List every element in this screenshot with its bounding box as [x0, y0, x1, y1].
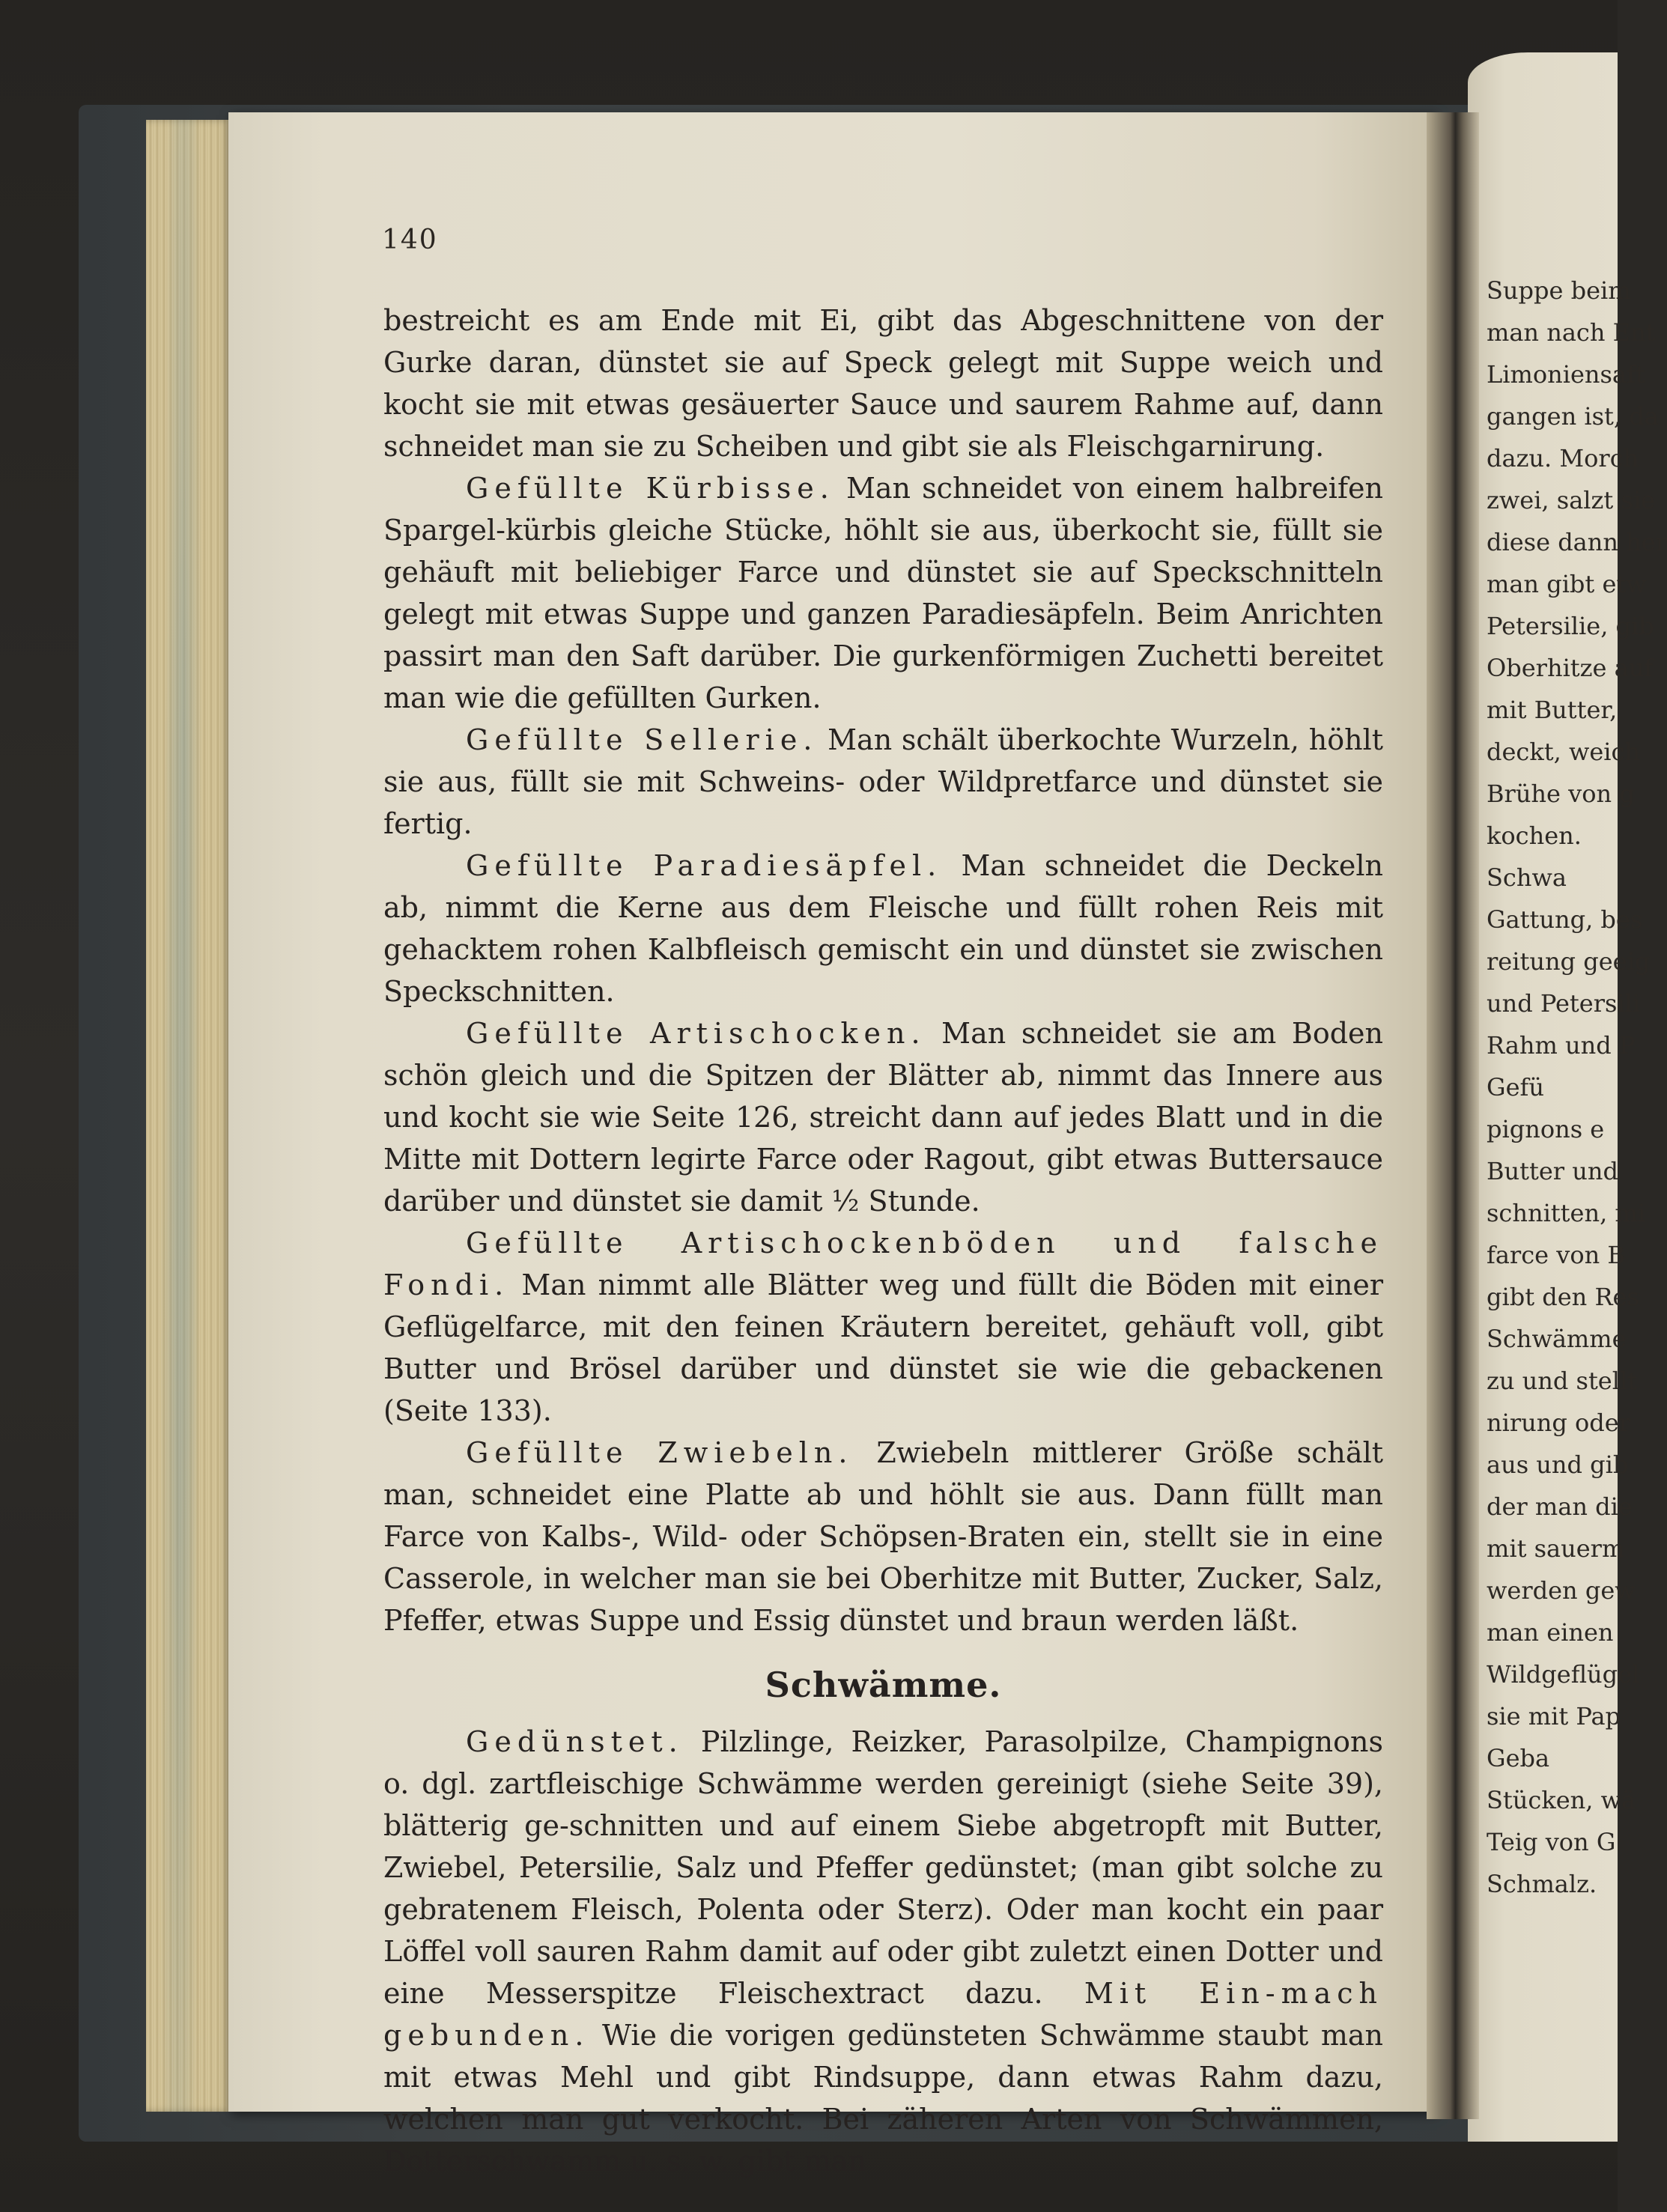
page-edges	[146, 120, 232, 2112]
facing-page-line: kochen.	[1487, 821, 1582, 850]
facing-page-line: Stücken, wä	[1487, 1786, 1636, 1814]
paragraph-lead: Gedünstet.	[466, 1725, 684, 1758]
page-number: 140	[382, 225, 438, 255]
facing-page-line: gangen ist, da	[1487, 402, 1659, 431]
paragraph-text: Man schneidet die Deckeln ab, nimmt die Kerne aus dem Fleische und füllt rohen Reis mit gehacktem rohen Kalbfleisch gemischt ein und dünstet sie zwischen Speckschnitten.	[383, 849, 1383, 1008]
facing-page-line: Teig von G	[1487, 1828, 1616, 1856]
facing-page-line: Wildgeflügel	[1487, 1660, 1640, 1689]
facing-page-line: Oberhitze auf	[1487, 654, 1654, 682]
paragraph-lead: Gefüllte Paradiesäpfel.	[466, 849, 943, 882]
paragraph-text: Man schneidet sie am Boden schön gleich und die Spitzen der Blätter ab, nimmt das Innere aus und kocht sie wie Seite 126, streicht dann auf jedes Blatt und in die Mitte mit Dottern legirte Farce oder Ragout, gibt etwas Buttersauce darüber und dünstet sie damit ½ Stunde.	[383, 1017, 1384, 1218]
facing-page-line: gibt den Res	[1487, 1283, 1639, 1311]
facing-page-line: man einen	[1487, 1618, 1614, 1647]
facing-page-line: nirung oder	[1487, 1409, 1630, 1437]
facing-page-line: mit sauerm	[1487, 1534, 1625, 1563]
facing-page-line: Limoniensaft	[1487, 360, 1645, 389]
paragraph-text: bestreicht es am Ende mit Ei, gibt das Abgeschnittene von der Gurke daran, dünstet sie auf Speck gelegt mit Suppe weich und kocht sie mit etwas gesäuerter Sauce und saurem Rahme auf, dann schneidet man sie zu Scheiben und gibt sie als Fleischgarnirung.	[383, 304, 1383, 463]
facing-page-line: Petersilie, gib	[1487, 612, 1654, 640]
paragraph-lead: Gefüllte Kürbisse.	[466, 472, 835, 505]
facing-page-line: Geba	[1487, 1744, 1550, 1772]
facing-page-line: zu und stellt	[1487, 1367, 1638, 1395]
facing-page-line: deckt, weich	[1487, 738, 1641, 766]
paragraph-lead-2: Mit Ein-mach gebunden.	[383, 1977, 1384, 2052]
paragraph	[383, 1721, 1383, 2182]
facing-page-line: dazu. Morch	[1487, 444, 1639, 473]
facing-page-line: Schmalz.	[1487, 1870, 1597, 1898]
facing-page-line: der man die	[1487, 1492, 1633, 1521]
facing-page-line: schnitten, mi	[1487, 1199, 1645, 1227]
facing-page-line: Rahm und P	[1487, 1031, 1636, 1060]
facing-page-line: zwei, salzt sie	[1487, 486, 1655, 514]
facing-page-line: farce von B	[1487, 1241, 1625, 1269]
facing-page-text	[1487, 270, 1667, 1962]
paragraph	[383, 467, 1383, 719]
facing-page-line: Schwämme	[1487, 1325, 1627, 1353]
facing-page-line: mit Butter,	[1487, 696, 1618, 724]
paragraph-text: Zwiebeln mittlerer Größe schält man, schneidet eine Platte ab und höhlt sie aus. Dann füllt man Farce von Kalbs-, Wild- oder Schöpsen-Braten ein, stellt sie in eine Casserole, in welcher man sie bei Oberhitze mit Butter, Zucker, Salz, Pfeffer, etwas Suppe und Essig dünstet und braun werden läßt.	[383, 1436, 1383, 1637]
page-body	[383, 300, 1383, 2182]
facing-page-line: Butter und	[1487, 1157, 1618, 1185]
paragraph-text: Pilzlinge, Reizker, Parasolpilze, Champignons o. dgl. zartfleischige Schwämme werden gereinigt (siehe Seite 39), blätterig ge-schnitten und auf einem Siebe abgetropft mit Butter, Zwiebel, Petersilie, Salz und Pfeffer gedünstet; (man gibt solche zu gebratenem Fleisch, Polenta oder Sterz). Oder man kocht ein paar Löffel voll sauren Rahm damit auf oder gibt zuletzt einen Dotter und eine Messerspitze Fleischextract dazu.	[383, 1725, 1383, 2010]
paragraph	[383, 845, 1383, 1012]
paragraph-text: Man schneidet von einem halbreifen Spargel-kürbis gleiche Stücke, höhlt sie aus, überkocht sie, füllt sie gehäuft mit beliebiger Farce und dünstet sie auf Speckschnitteln gelegt mit etwas Suppe und ganzen Paradiesäpfeln. Beim Anrichten passirt man den Saft darüber. Die gurkenförmigen Zuchetti bereitet man wie die gefüllten Gurken.	[383, 472, 1383, 714]
facing-page-line: und Petersili	[1487, 989, 1641, 1018]
facing-page-line: aus und gib	[1487, 1450, 1629, 1479]
facing-page-line: werden gew	[1487, 1576, 1636, 1605]
facing-page-line: reitung geeig	[1487, 947, 1651, 976]
paragraph	[383, 300, 1383, 467]
section-heading: Schwämme.	[765, 1665, 1002, 1705]
facing-page-line: sie mit Pap	[1487, 1702, 1621, 1731]
paragraph	[383, 1012, 1383, 1222]
facing-page-line: man nach Ent	[1487, 318, 1656, 347]
paragraph-text: Man nimmt alle Blätter weg und füllt die Böden mit einer Geflügelfarce, mit den feinen Kräutern bereitet, gehäuft voll, gibt Butter und Brösel darüber und dünstet sie wie die gebackenen (Seite 133).	[383, 1268, 1383, 1427]
paragraph	[383, 719, 1383, 845]
facing-page-line: Schwa	[1487, 863, 1567, 892]
facing-page-line: Brühe von g	[1487, 780, 1635, 808]
facing-page-line: man gibt etw	[1487, 570, 1647, 598]
facing-page-line: pignons e	[1487, 1115, 1605, 1143]
facing-page-line: Gattung, bes	[1487, 905, 1643, 934]
paragraph	[383, 1222, 1383, 1432]
facing-page-line: Suppe beim	[1487, 276, 1631, 305]
facing-page-line: Gefü	[1487, 1073, 1544, 1102]
paragraph	[383, 1432, 1383, 1641]
paragraph-lead: Gefüllte Sellerie.	[466, 723, 819, 756]
facing-page-line: diese dann her	[1487, 528, 1667, 556]
paragraph-text-2: Wie die vorigen gedünsteten Schwämme staubt man mit etwas Mehl und gibt Rindsuppe, dann etwas Rahm dazu, welchen man gut verkocht. Bei zäheren Arten von Schwämmen, Dotterschwamm u. s. w. gibt man	[383, 2019, 1383, 2178]
paragraph-lead: Gefüllte Artischocken.	[466, 1017, 926, 1050]
paragraph-lead: Gefüllte Artischockenböden und falsche Fondi.	[383, 1227, 1383, 1301]
paragraph-text: Man schält überkochte Wurzeln, höhlt sie aus, füllt sie mit Schweins- oder Wildpretfarce und dünstet sie fertig.	[383, 723, 1384, 840]
book-gutter	[1427, 112, 1479, 2119]
paragraph-lead: Gefüllte Zwiebeln.	[466, 1436, 854, 1469]
